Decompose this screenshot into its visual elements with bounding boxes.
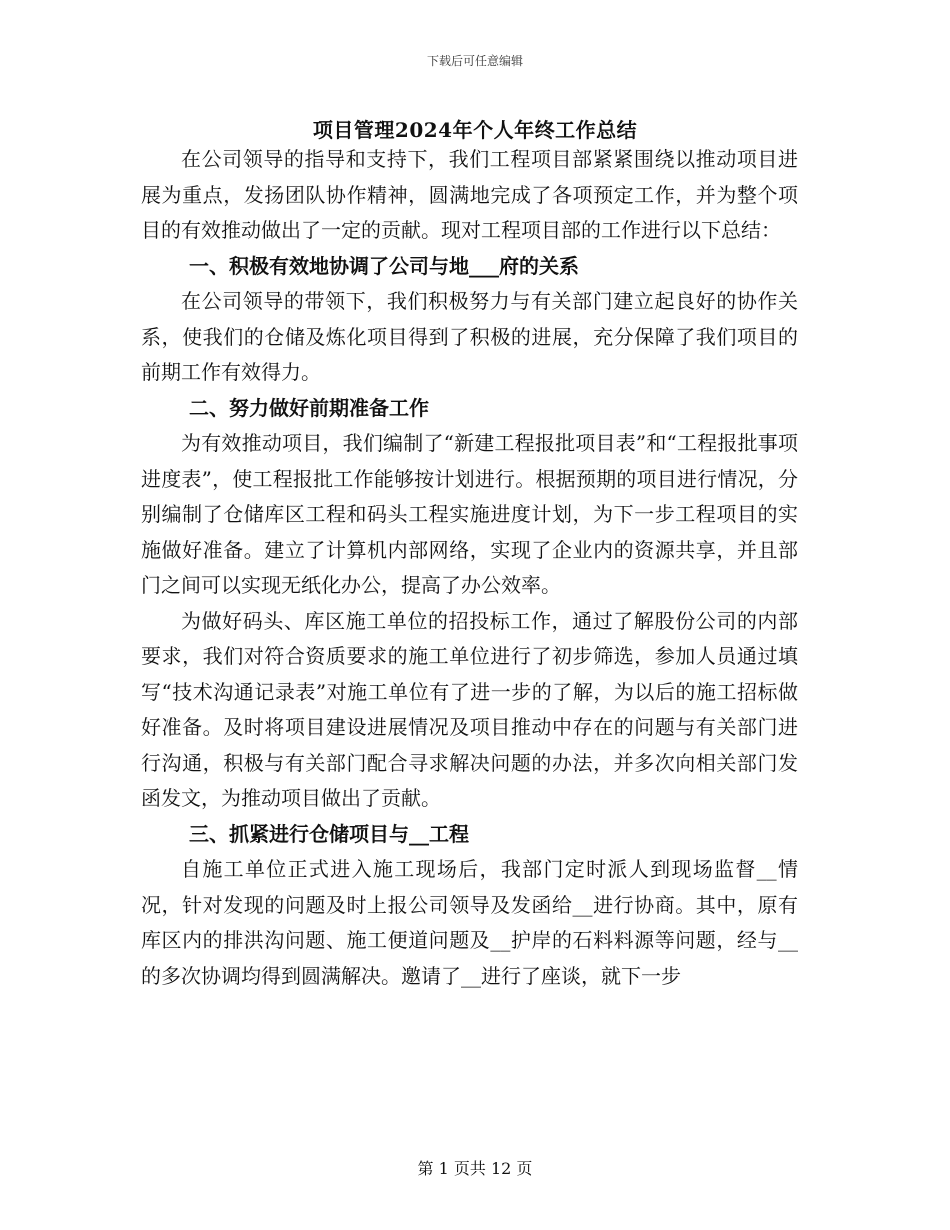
document-body (141, 142, 798, 994)
page-number-footer: 第 1 页共 12 页 (417, 1159, 533, 1178)
section-heading-2: 二、努力做好前期准备工作 (189, 395, 429, 420)
intro-paragraph: 在公司领导的指导和支持下，我们工程项目部紧紧围绕以推动项目进展为重点，发扬团队协作精神，圆满地完成了各项预定工作，并为整个项目的有效推动做出了一定的贡献。现对工程项目部的工作进行以下总结： (141, 147, 798, 242)
section-3-paragraph: 自施工单位正式进入施工现场后，我部门定时派人到现场监督__情况，针对发现的问题及时上报公司领导及发函给__进行协商。其中，原有库区内的排洪沟问题、施工便道问题及__护岸的石料料源等问题，经与__的多次协调均得到圆满解决。邀请了__进行了座谈，就下一步 (141, 857, 798, 988)
section-heading-3: 三、抓紧进行仓储项目与__工程 (189, 821, 469, 846)
section-2-paragraph-2: 为做好码头、库区施工单位的招投标工作，通过了解股份公司的内部要求，我们对符合资质要求的施工单位进行了初步筛选，参加人员通过填写“技术沟通记录表”对施工单位有了进一步的了解，为以后的施工招标做好准备。及时将项目建设进展情况及项目推动中存在的问题与有关部门进行沟通，积极与有关部门配合寻求解决问题的办法，并多次向相关部门发函发文，为推动项目做出了贡献。 (141, 608, 798, 810)
section-1-paragraph: 在公司领导的带领下，我们积极努力与有关部门建立起良好的协作关系，使我们的仓储及炼化项目得到了积极的进展，充分保障了我们项目的前期工作有效得力。 (141, 289, 798, 384)
document-title: 项目管理2024年个人年终工作总结 (312, 118, 638, 142)
section-heading-1: 一、积极有效地协调了公司与地___府的关系 (189, 253, 579, 278)
section-2-paragraph-1: 为有效推动项目，我们编制了“新建工程报批项目表”和“工程报批事项进度表”，使工程报批工作能够按计划进行。根据预期的项目进行情况，分别编制了仓储库区工程和码头工程实施进度计划，为下一步工程项目的实施做好准备。建立了计算机内部网络，实现了企业内的资源共享，并且部门之间可以实现无纸化办公，提高了办公效率。 (141, 431, 798, 597)
header-note: 下载后可任意编辑 (426, 54, 523, 68)
